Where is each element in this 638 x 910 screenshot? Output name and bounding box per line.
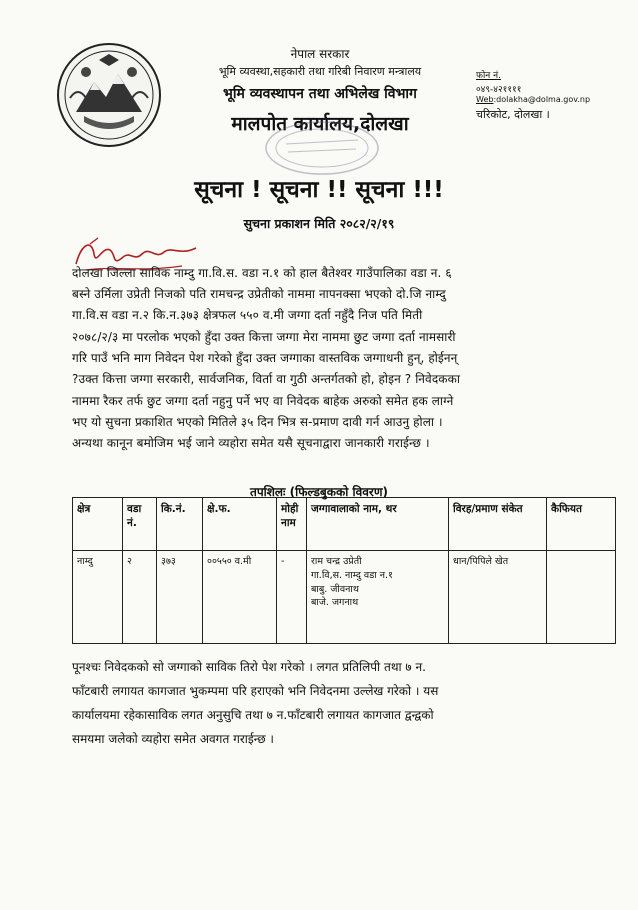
postscript-line: कार्यालयमा रहेकासाविक लगत अनुसुचि तथा ७ न.फाँटबारी लगायत कागजात द्वन्द्वको: [72, 708, 434, 722]
field-book-table: [72, 497, 616, 644]
web-address: :dolakha@dolma.gov.np: [493, 95, 591, 104]
cell-ward: २: [123, 551, 157, 644]
cell-tenant: -: [277, 551, 307, 644]
cell-owner: [307, 551, 449, 644]
publication-date: सुचना प्रकाशन मिति २०८२/२/१९: [243, 216, 395, 231]
cell-remarks: [547, 551, 616, 644]
office-location: चरिकोट, दोलखा ।: [476, 108, 550, 121]
postscript-line: पूनश्चः निवेदकको सो जग्गाको साविक तिरो पेश गरेको । लगत प्रतिलिपी तथा ७ न.: [72, 660, 426, 674]
owner-grandfather: बाजे. जगनाथ: [311, 597, 359, 609]
column-header: वडा नं.: [123, 498, 157, 551]
body-line: नाममा रैकर तर्फ छुट जग्गा दर्ता नहुनु पर्ने भए वा निवेदक बाहेक अरुको समेत हक लाग्ने: [72, 394, 454, 408]
owner-address: गा.वि,स. नाम्दु वडा न.१: [311, 569, 393, 581]
column-header: जग्गावालाको नाम, थर: [307, 498, 449, 551]
column-header: क्षे.फ.: [203, 498, 277, 551]
office-stamp-icon: [262, 118, 382, 178]
owner-father: बाबु. जीवनाथ: [311, 583, 359, 595]
postscript-line: समयमा जलेको व्यहोरा समेत अवगत गराईन्छ ।: [72, 732, 274, 746]
table-caption: तपशिलः (फिल्डबुकको विवरण): [249, 485, 389, 499]
table-header-row: [73, 498, 616, 551]
column-header: कैफियत: [547, 498, 616, 551]
cell-area: नाम्दु: [73, 551, 123, 644]
postscript-line: फाँटबारी लगायत कागजात भुकम्पमा परि हराएको भनि निवेदनमा उल्लेख गरेको । यस: [72, 684, 439, 698]
nepal-government-emblem-icon: [56, 42, 162, 148]
table-row: [73, 551, 616, 644]
column-header: क्षेत्र: [73, 498, 123, 551]
column-header: कि.नं.: [157, 498, 203, 551]
government-name: नेपाल सरकार: [290, 47, 350, 61]
phone-label: फोन नं.: [476, 71, 501, 81]
cell-plot: ३७३: [157, 551, 203, 644]
office-name: मालपोत कार्यालय,दोलखा: [231, 113, 409, 135]
body-line: २०७८/२/३ मा परलोक भएको हुँदा उक्त कित्ता जग्गा मेरा नाममा छुट जग्गा दर्ता नामसारी: [72, 330, 456, 344]
ministry-name: भूमि व्यवस्था,सहकारी तथा गरिबी निवारण मन्त्रालय: [218, 65, 422, 78]
web-label: Web: [476, 95, 494, 104]
notice-title: सूचना ! सूचना !! सूचना !!!: [194, 177, 444, 203]
web-contact: [476, 95, 590, 104]
column-header: मोही नाम: [277, 498, 307, 551]
column-header: विरह/प्रमाण संकेत: [449, 498, 547, 551]
owner-name: राम चन्द्र उप्रेती: [311, 556, 362, 567]
body-line: भए यो सुचना प्रकाशित भएको मितिले ३५ दिन भित्र स-प्रमाण दावी गर्न आउनु होला ।: [72, 415, 443, 429]
cell-size: ००५५० व.मी: [203, 551, 277, 644]
phone-number: ०४९-४२११११: [476, 85, 522, 95]
body-line: दोलखा जिल्ला साविक नाम्दु गा.वि.स. वडा न.१ को हाल बैतेश्वर गाउँपालिका वडा न. ६: [72, 266, 452, 280]
department-name: भूमि व्यवस्थापन तथा अभिलेख विभाग: [223, 86, 417, 102]
body-line: गा.वि.स वडा न.२ कि.न.३७३ क्षेत्रफल ५५० व.मी जग्गा दर्ता नहुँदै निज पति मिती: [72, 308, 423, 322]
cell-proof: धान/पिपिले खेत: [449, 551, 547, 644]
body-line: बस्ने उर्मिला उप्रेती निजको पति रामचन्द्र उप्रेतीको नाममा नापनक्सा भएको दो.जि नाम्दु: [72, 287, 446, 301]
body-line: अन्यथा कानून बमोजिम भई जाने व्यहोरा समेत यसै सूचनाद्वारा जानकारी गराईन्छ ।: [72, 436, 430, 450]
body-line: ?उक्त कित्ता जग्गा सरकारी, सार्वजनिक, विर्ता वा गुठी अन्तर्गतको हो, होइन ? निवेदकका: [72, 372, 461, 386]
body-line: गरि पाउँ भनि माग निवेदन पेश गरेको हुँदा उक्त जग्गाका वास्तविक जग्गाधनी हुन्, होईनन्: [72, 351, 458, 365]
